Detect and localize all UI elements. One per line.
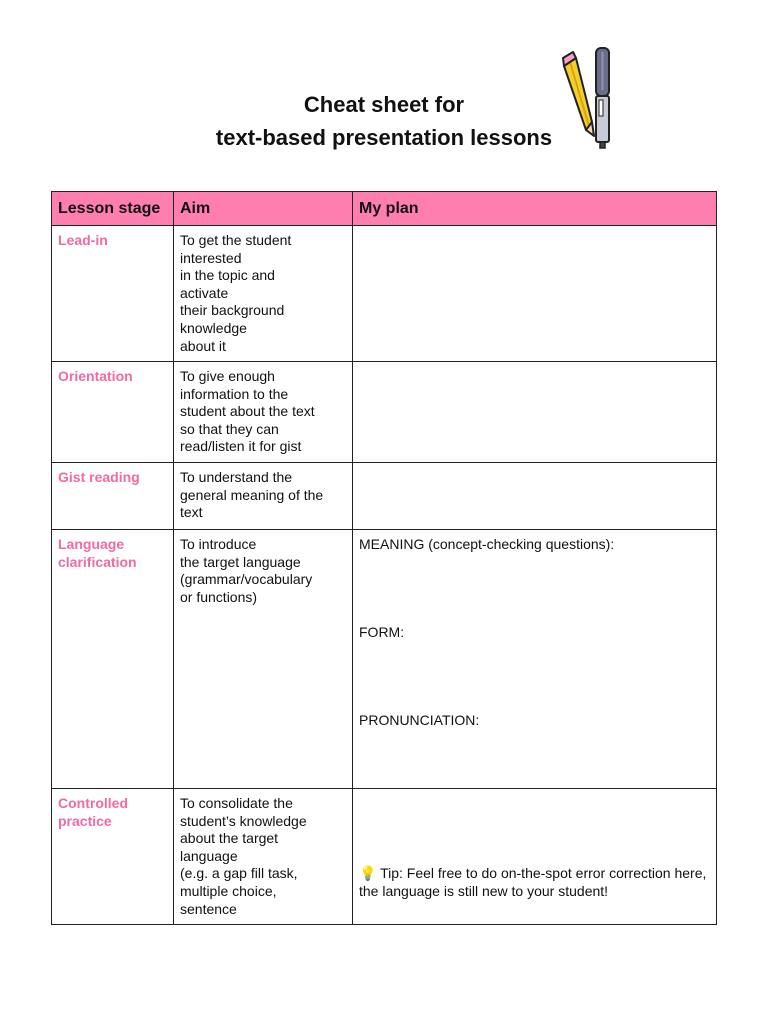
aim-text: To consolidate the student’s knowledge about the target language (e.g. a gap fill task, multiple choice, sentence	[180, 795, 307, 917]
stage-controlled-practice	[52, 789, 174, 925]
stage-label: Orientation	[58, 368, 133, 384]
aim-text: To understand the general meaning of the text	[180, 469, 324, 521]
plan-pronunciation-label: PRONUNCIATION:	[359, 712, 480, 728]
aim-cell	[174, 226, 353, 362]
tip-note	[359, 865, 710, 900]
stage-label: Lead-in	[58, 232, 108, 248]
pen-icon	[596, 48, 609, 148]
stage-label: Language clarification	[58, 536, 137, 570]
header-aim: Aim	[174, 192, 353, 226]
stage-orientation	[52, 362, 174, 463]
table-row	[52, 362, 717, 463]
plan-cell[interactable]	[353, 226, 717, 362]
plan-form-label: FORM:	[359, 624, 405, 640]
plan-cell[interactable]	[353, 463, 717, 530]
title-line-2: text-based presentation lessons	[215, 125, 553, 150]
stage-language-clarification	[52, 530, 174, 789]
header-lesson-stage: Lesson stage	[52, 192, 174, 226]
tip-text: Tip: Feel free to do on-the-spot error correction here, the language is still new to your student!	[359, 865, 707, 899]
pencil-icon	[563, 52, 594, 136]
pencil-and-pen-icon	[558, 44, 618, 154]
plan-cell[interactable]	[353, 362, 717, 463]
aim-text: To introduce the target language (grammar/vocabulary or functions)	[180, 536, 313, 605]
table-header-row	[52, 192, 717, 226]
page-title	[0, 88, 768, 154]
title-line-1: Cheat sheet for	[303, 92, 465, 117]
aim-cell	[174, 463, 353, 530]
lesson-plan-table	[51, 191, 717, 925]
table-row	[52, 789, 717, 925]
stage-label: Controlled practice	[58, 795, 128, 829]
header-my-plan: My plan	[353, 192, 717, 226]
stage-lead-in	[52, 226, 174, 362]
lightbulb-icon: 💡	[359, 865, 377, 881]
plan-cell[interactable]	[353, 530, 717, 789]
plan-meaning-label: MEANING (concept-checking questions):	[359, 536, 615, 552]
plan-cell[interactable]	[353, 789, 717, 925]
table-row	[52, 463, 717, 530]
aim-text: To get the student interested in the topic and activate their background knowledge about it	[180, 232, 292, 354]
aim-cell	[174, 362, 353, 463]
aim-cell	[174, 789, 353, 925]
table-row	[52, 226, 717, 362]
stage-label: Gist reading	[58, 469, 140, 485]
aim-text: To give enough information to the student about the text so that they can read/listen it for gist	[180, 368, 315, 455]
aim-cell	[174, 530, 353, 789]
table-row	[52, 530, 717, 789]
stage-gist-reading	[52, 463, 174, 530]
